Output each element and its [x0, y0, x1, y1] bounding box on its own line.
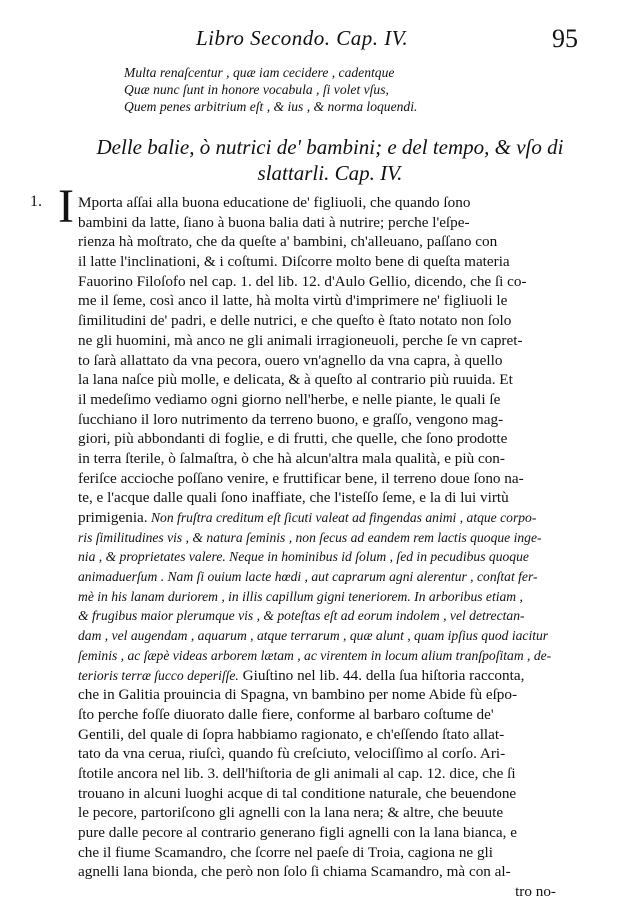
- text-line: giori, più abbondanti di foglie, e di frutti, che quelle, che ſono prodotte: [78, 430, 508, 448]
- text-line: agnelli lana bionda, che però non ſolo ſi chiama Scamandro, mà con al-: [78, 863, 511, 881]
- text-line: il medeſimo vediamo ogni giorno nell'herbe, e nelle piante, le quali ſe: [78, 390, 501, 408]
- text-line: ſtotile ancora nel lib. 3. dell'hiſtoria de gli animali al cap. 12. dice, che ſi: [78, 764, 516, 782]
- text-line: ne gli huomini, mà anco ne gli animali irragioneuoli, perche ſe vn capret-: [78, 331, 523, 349]
- text-line: tato da vna cerua, riuſcì, quando fù creſciuto, velociſſimo al corſo. Ari-: [78, 745, 506, 763]
- text-line: Gentili, del quale di ſopra habbiamo ragionato, e ch'eſſendo ſtato allat-: [78, 725, 505, 743]
- text-line: te, e l'acque dalle quali ſono inaffiate, che l'isteſſo ſeme, e la di lui virtù: [78, 489, 509, 507]
- text-line: che in Galitia prouincia di Spagna, vn bambino per nome Abide fù eſpo-: [78, 686, 518, 704]
- text-line: bambini da latte, ſiano à buona balia dati à nutrire; perche l'eſpe-: [78, 213, 470, 231]
- latin-quote-line: & frugibus maior plerumque vis , & poteſtas eſt ad eorum indolem , vel detrectan-: [78, 608, 525, 624]
- latin-quote-line: mè in his lanam duriorem , in illis capillum gigni teneriorem. In arboribus etiam ,: [78, 588, 523, 604]
- text-line: rienza hà moſtrato, che da queſte a' bambini, ch'alleuano, paſſano con: [78, 233, 498, 251]
- text-line: Fauorino Filoſofo nel cap. 1. del lib. 12. d'Aulo Gellio, dicendo, che ſi co-: [78, 272, 527, 290]
- text-line: ſto perche foſſe diuorato dalle fiere, conforme al barbaro coſtume de': [78, 705, 494, 723]
- text-line: Mporta aſſai alla buona educatione de' figliuoli, che quando ſono: [78, 194, 471, 211]
- paragraph-number: 1.: [30, 193, 42, 210]
- chapter-title: [70, 134, 590, 186]
- text-line: trouano in alcuni luoghi acque di tal conditione naturale, che beuendone: [78, 784, 517, 802]
- latin-quote-text: terioris terræ ſucco deperiſſe.: [78, 667, 239, 683]
- latin-quote-line: nia , & proprietates valere. Neque in hominibus id ſolum , ſed in pecudibus quoque: [78, 549, 529, 565]
- text-line: in terra ſterile, ò ſalmaſtra, ò che hà alcun'altra mala qualità, e più con-: [78, 449, 505, 467]
- text-roman: primigenia.: [78, 509, 148, 526]
- text-line: la lana naſce più molle, e delicata, & à queſto al contrario più ruuida. Et: [78, 371, 513, 389]
- latin-quote-line: ſeminis , ac ſæpè videas arborem lætam , ac virentem in locum alium tranſpoſitam , de-: [78, 647, 552, 663]
- text-line-mixed: [78, 508, 556, 528]
- latin-quote-text: Non fruſtra creditum eſt ſicuti valeat ad fingendas animi , atque corpo-: [147, 510, 537, 525]
- text-line: pure dalle pecore al contrario generano figli agnelli con la lana bianca, e: [78, 824, 517, 841]
- chapter-title-line: Delle balie, ò nutrici de' bambini; e del tempo, & vſo di: [96, 135, 564, 159]
- verse-line: Quem penes arbitrium eſt , & ius , & norma loquendi.: [124, 99, 418, 114]
- text-line: le pecore, partoriſcono gli agnelli con la lana nera; & altre, che beuute: [78, 804, 504, 822]
- latin-quote-line: ris ſimilitudines vis , & natura ſeminis , non ſecus ad eandem rem lactis quoque inge-: [78, 529, 542, 545]
- text-line: to ſarà allattato da vna pecora, ouero vn'agnello da vna capra, à quello: [78, 351, 503, 369]
- latin-quote-line: animaduerſum . Nam ſi ouium lacte hœdi , aut caprarum agni alerentur , conſtat fer-: [78, 569, 538, 585]
- page-number: 95: [552, 24, 578, 53]
- latin-quote-line: dam , vel augendam , aquarum , atque terrarum , quæ alunt , quam ipſius quod iacitur: [78, 628, 549, 644]
- running-head: Libro Secondo. Cap. IV.: [196, 26, 409, 50]
- catchword-line: tro no-: [515, 883, 556, 901]
- drop-cap: I: [58, 180, 74, 233]
- text-line: me il ſeme, così anco il latte, hà molta virtù d'imprimere ne' figliuoli le: [78, 292, 508, 310]
- text-line: che il fiume Scamandro, che ſcorre nel paeſe di Troia, cagiona ne gli: [78, 843, 493, 861]
- text-roman: Giuſtino nel lib. 44. della ſua hiſtoria racconta,: [238, 666, 525, 684]
- text-line: feriſce accioche poſſano venire, e fruttificar bene, il terreno doue ſono na-: [78, 469, 524, 487]
- chapter-title-line: slattarli. Cap. IV.: [257, 161, 403, 185]
- text-line: il latte l'inclinationi, & i coſtumi. Diſcorre molto bene di queſta materia: [78, 253, 510, 271]
- text-line: ſimilitudini de' padri, e delle nutrici, e che queſto è ſtato notato non ſolo: [78, 312, 512, 330]
- body-text: [78, 193, 556, 902]
- text-line: ſucchiano il loro nutrimento da terreno buono, e graſſo, vengono mag-: [78, 410, 504, 428]
- verse-line: Quæ nunc ſunt in honore vocabula , ſi volet vſus,: [124, 82, 389, 97]
- text-line-mixed: [78, 666, 556, 686]
- latin-verse-quote: [124, 64, 584, 115]
- verse-line: Multa renaſcentur , quæ iam cecidere , cadentque: [124, 65, 395, 80]
